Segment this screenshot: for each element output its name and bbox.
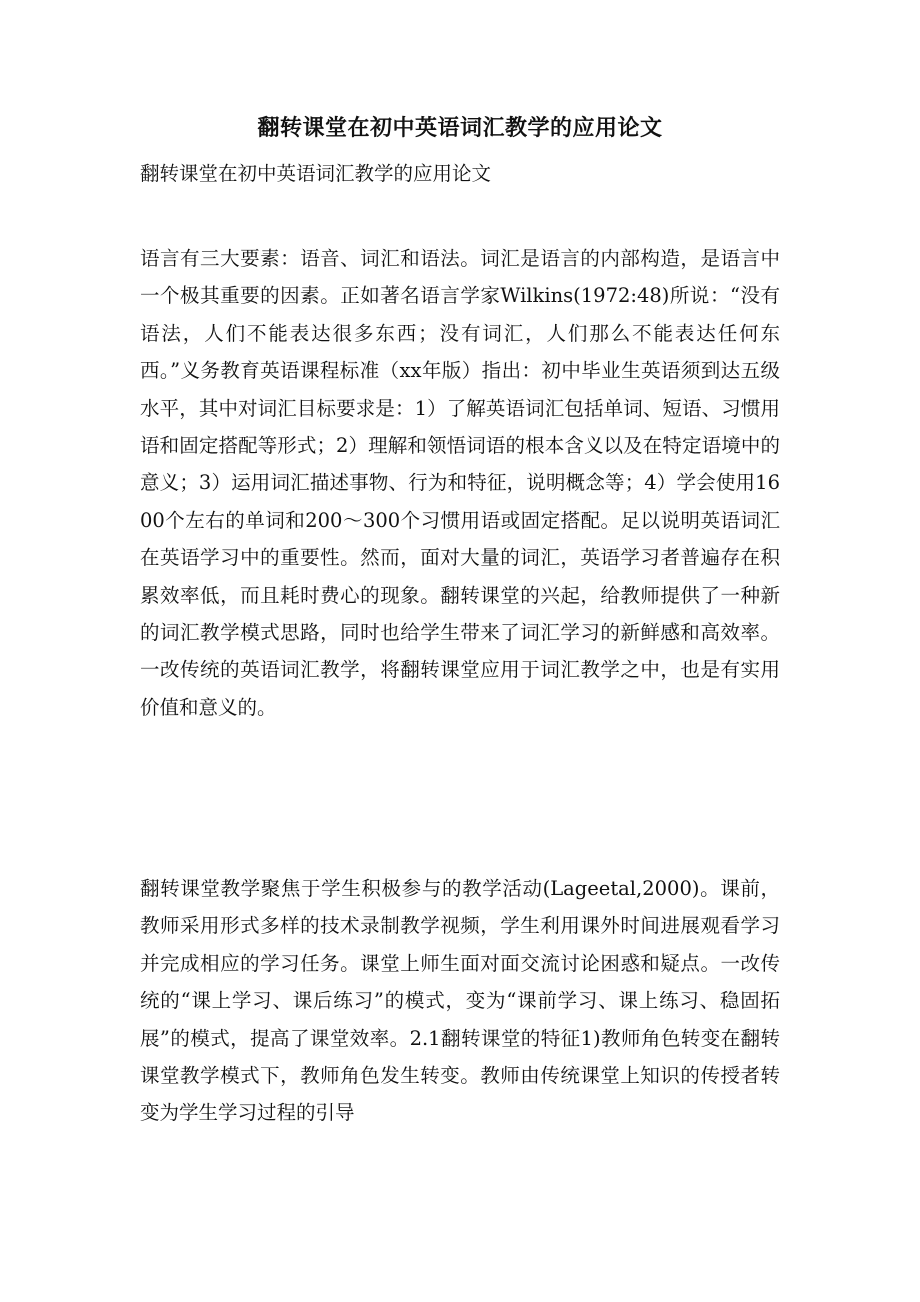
document-title: 翻转课堂在初中英语词汇教学的应用论文 bbox=[257, 115, 663, 141]
body-paragraph: 翻转课堂教学聚焦于学生积极参与的教学活动(Lageetal,2000)。课前，教师采用形式多样的技术录制教学视频，学生利用课外时间进展观看学习并完成相应的学习任务。课堂上师生面对面交流讨论困惑和疑点。一改传统的“课上学习、课后练习”的模式，变为“课前学习、课上练习、稳固拓展”的模式，提高了课堂效率。2.1翻转课堂的特征1)教师角色转变在翻转课堂教学模式下，教师角色发生转变。教师由传统课堂上知识的传授者转变为学生学习过程的引导 bbox=[140, 877, 780, 1125]
document-subtitle: 翻转课堂在初中英语词汇教学的应用论文 bbox=[140, 162, 492, 185]
body-paragraph: 语言有三大要素：语音、词汇和语法。词汇是语言的内部构造，是语言中一个极其重要的因素。正如著名语言学家Wilkins(1972:48)所说：“没有语法，人们不能表达很多东西；没有词汇，人们那么不能表达任何东西。”义务教育英语课程标准（xx年版）指出：初中毕业生英语须到达五级水平，其中对词汇目标要求是：1）了解英语词汇包括单词、短语、习惯用语和固定搭配等形式；2）理解和领悟词语的根本含义以及在特定语境中的意义；3）运用词汇描述事物、行为和特征，说明概念等；4）学会使用1600个左右的单词和200～300个习惯用语或固定搭配。足以说明英语词汇在英语学习中的重要性。然而，面对大量的词汇，英语学习者普遍存在积累效率低，而且耗时费心的现象。翻转课堂的兴起，给教师提供了一种新的词汇教学模式思路，同时也给学生带来了词汇学习的新鲜感和高效率。一改传统的英语词汇教学，将翻转课堂应用于词汇教学之中，也是有实用价值和意义的。 bbox=[140, 247, 780, 719]
